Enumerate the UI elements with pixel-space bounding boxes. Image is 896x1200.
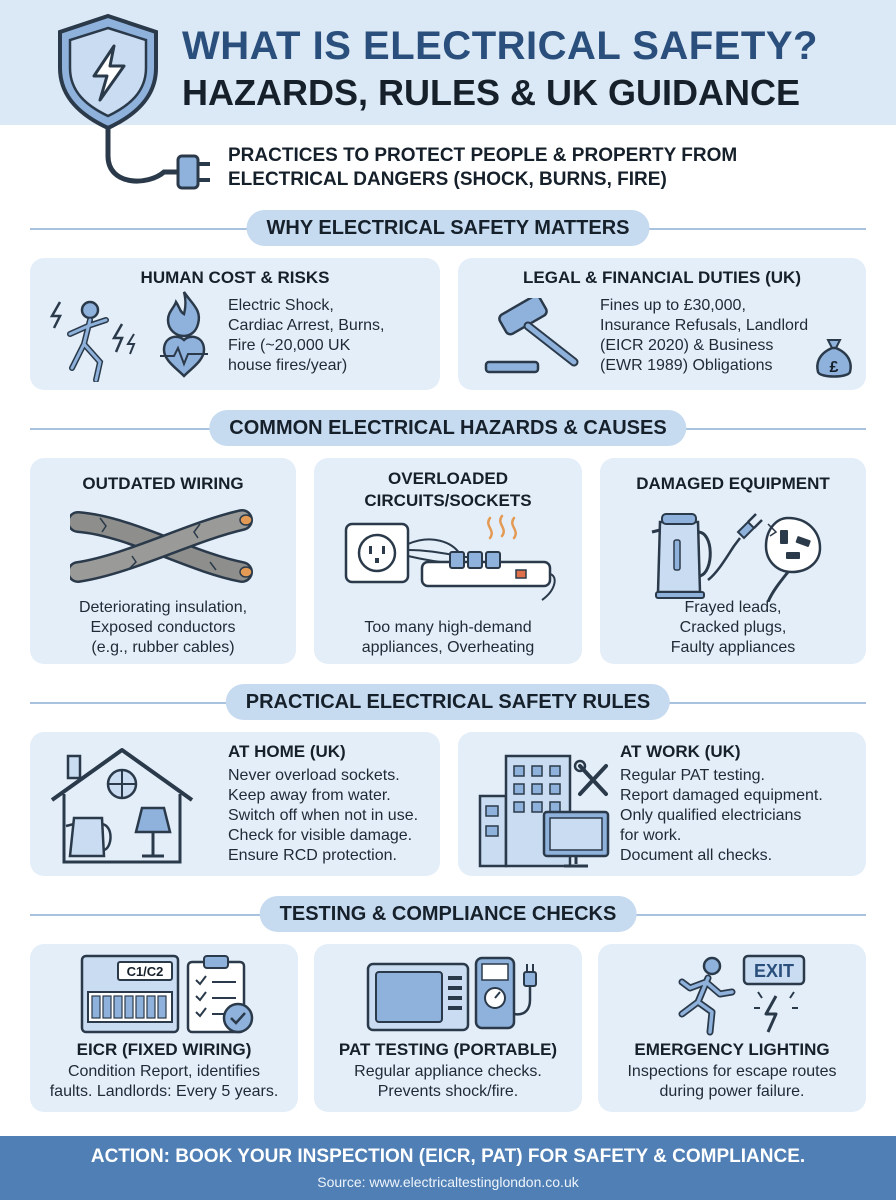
exit-sign-label: EXIT <box>753 961 795 981</box>
microwave-tester-icon <box>364 954 544 1038</box>
text-line: Switch off when not in use. <box>228 807 419 824</box>
card-at-work <box>458 732 866 876</box>
consumer-unit-clipboard-icon <box>78 952 278 1036</box>
card-eicr <box>30 944 298 1112</box>
text-line: Insurance Refusals, Landlord <box>600 317 809 334</box>
page-title: WHAT IS ELECTRICAL SAFETY? <box>182 24 818 68</box>
card-at-home <box>30 732 440 876</box>
card-text <box>598 1062 866 1102</box>
card-text <box>600 598 866 658</box>
exit-sign-running-icon <box>662 952 822 1038</box>
card-title: PAT TESTING (PORTABLE) <box>338 1040 558 1059</box>
text-line: Prevents shock/fire. <box>377 1083 519 1100</box>
card-damaged-equipment <box>600 458 866 664</box>
source-link[interactable]: Source: www.electricaltestinglondon.co.uk <box>317 1174 579 1190</box>
card-title <box>314 468 582 512</box>
page-title-line2: HAZARDS, RULES & UK GUIDANCE <box>182 72 801 113</box>
text-line: (e.g., rubber cables) <box>91 639 235 656</box>
call-to-action: ACTION: BOOK YOUR INSPECTION (EICR, PAT) FOR SAFETY & COMPLIANCE. <box>90 1146 806 1167</box>
card-title: LEGAL & FINANCIAL DUTIES (UK) <box>523 268 801 287</box>
text-line: Electric Shock, <box>228 297 334 314</box>
section-heading-testing: TESTING & COMPLIANCE CHECKS <box>260 896 637 932</box>
card-title: EMERGENCY LIGHTING <box>634 1040 830 1059</box>
text-line: Cardiac Arrest, Burns, <box>228 317 385 334</box>
card-title: HUMAN COST & RISKS <box>140 268 330 287</box>
text-line: Regular PAT testing. <box>620 767 765 784</box>
card-text <box>228 766 438 866</box>
money-bag-symbol: £ <box>829 359 839 376</box>
text-line: faults. Landlords: Every 5 years. <box>49 1083 279 1100</box>
text-line: appliances, Overheating <box>361 639 535 656</box>
text-line: Exposed conductors <box>90 619 236 636</box>
text-line: during power failure. <box>659 1083 805 1100</box>
section-heading-hazards: COMMON ELECTRICAL HAZARDS & CAUSES <box>209 410 686 446</box>
text-line: Fines up to £30,000, <box>600 297 746 314</box>
text-line: Document all checks. <box>620 847 773 864</box>
card-pat-testing <box>314 944 582 1112</box>
card-title: AT HOME (UK) <box>228 742 346 761</box>
text-line: Only qualified electricians <box>620 807 802 824</box>
card-title-line: CIRCUITS/SOCKETS <box>364 491 532 510</box>
text-line: Cracked plugs, <box>679 619 787 636</box>
text-line: Ensure RCD protection. <box>228 847 397 864</box>
section-heading-rules: PRACTICAL ELECTRICAL SAFETY RULES <box>226 684 670 720</box>
card-title-line: OVERLOADED <box>388 469 508 488</box>
electric-shock-person-icon <box>48 294 146 382</box>
card-text <box>30 598 296 658</box>
card-human-cost <box>30 258 440 390</box>
card-text <box>620 766 860 866</box>
text-line: Deteriorating insulation, <box>78 599 248 616</box>
card-text <box>228 296 433 376</box>
card-title: OUTDATED WIRING <box>82 474 244 493</box>
text-line: Inspections for escape routes <box>627 1063 837 1080</box>
panel-label: C1/C2 <box>126 964 164 979</box>
text-line: Too many high-demand <box>364 619 532 636</box>
subtitle-line: PRACTICES TO PROTECT PEOPLE & PROPERTY FROM <box>228 145 738 166</box>
card-title: AT WORK (UK) <box>620 742 741 761</box>
fire-heart-icon <box>158 290 210 382</box>
card-title: EICR (FIXED WIRING) <box>76 1040 252 1059</box>
subtitle-line: ELECTRICAL DANGERS (SHOCK, BURNS, FIRE) <box>228 169 667 190</box>
card-title: DAMAGED EQUIPMENT <box>636 474 830 493</box>
house-kettle-lamp-icon <box>48 744 198 868</box>
card-emergency-lighting <box>598 944 866 1112</box>
card-overloaded-circuits <box>314 458 582 664</box>
page-subtitle <box>228 144 868 192</box>
text-line: Faulty appliances <box>670 639 796 656</box>
card-text <box>314 1062 582 1102</box>
gavel-icon <box>480 298 580 380</box>
footer-banner <box>0 1136 896 1200</box>
office-tools-icon <box>476 746 624 870</box>
text-line: Frayed leads, <box>684 599 782 616</box>
text-line: Regular appliance checks. <box>354 1063 542 1080</box>
money-bag-icon <box>814 334 854 380</box>
text-line: house fires/year) <box>228 357 348 374</box>
overloaded-socket-icon <box>342 514 560 606</box>
card-text <box>600 296 830 376</box>
text-line: Fire (~20,000 UK <box>228 337 351 354</box>
section-heading-why: WHY ELECTRICAL SAFETY MATTERS <box>247 210 650 246</box>
text-line: Keep away from water. <box>228 787 391 804</box>
text-line: (EICR 2020) & Business <box>600 337 774 354</box>
kettle-plug-icon <box>648 502 828 602</box>
card-text <box>30 1062 298 1102</box>
text-line: (EWR 1989) Obligations <box>600 357 773 374</box>
card-legal-duties <box>458 258 866 390</box>
text-line: for work. <box>620 827 682 844</box>
card-outdated-wiring <box>30 458 296 664</box>
text-line: Report damaged equipment. <box>620 787 823 804</box>
text-line: Condition Report, identifies <box>67 1063 261 1080</box>
text-line: Never overload sockets. <box>228 767 400 784</box>
cracked-cables-icon <box>70 502 256 592</box>
text-line: Check for visible damage. <box>228 827 413 844</box>
card-text <box>314 618 582 658</box>
